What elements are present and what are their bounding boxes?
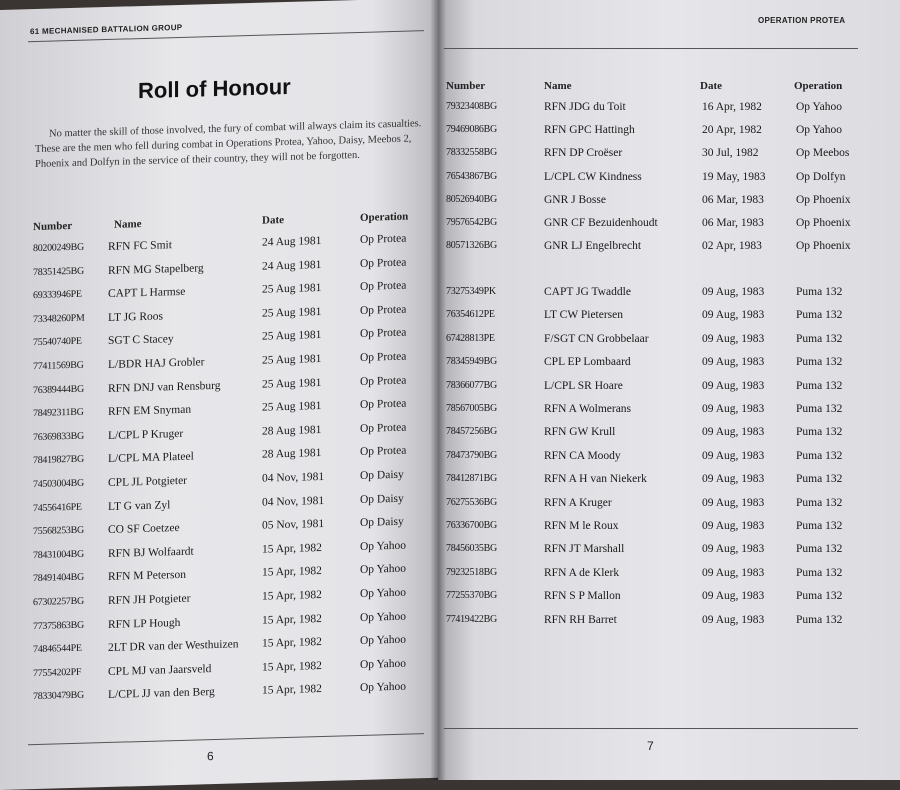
cell-number: 76543867BG bbox=[446, 170, 497, 182]
table-row bbox=[438, 567, 900, 587]
cell-operation: Op Yahoo bbox=[796, 101, 843, 113]
cell-operation: Op Yahoo bbox=[360, 657, 407, 671]
table-row bbox=[438, 356, 900, 376]
cell-number: 80571326BG bbox=[446, 240, 497, 252]
cell-operation: Op Meebos bbox=[796, 147, 850, 160]
cell-name: CAPT JG Twaddle bbox=[544, 286, 631, 298]
cell-number: 73275349PK bbox=[446, 286, 496, 297]
cell-name: RFN M Peterson bbox=[108, 569, 186, 584]
left-page bbox=[0, 0, 438, 790]
cell-number: 77554202PF bbox=[33, 666, 82, 679]
cell-operation: Op Protea bbox=[360, 327, 407, 341]
cell-number: 76389444BG bbox=[33, 383, 84, 396]
cell-operation: Op Daisy bbox=[360, 515, 404, 530]
cell-operation: Puma 132 bbox=[796, 403, 843, 415]
cell-operation: Op Protea bbox=[360, 279, 407, 294]
cell-operation: Puma 132 bbox=[796, 356, 843, 369]
table-row bbox=[438, 240, 900, 260]
cell-number: 69333946PE bbox=[33, 288, 82, 302]
cell-operation: Op Protea bbox=[360, 421, 407, 435]
cell-date: 28 Aug 1981 bbox=[262, 423, 322, 438]
table-row bbox=[438, 520, 900, 540]
table-row bbox=[438, 124, 900, 144]
cell-date: 30 Jul, 1982 bbox=[702, 147, 759, 160]
cell-operation: Op Protea bbox=[360, 350, 407, 364]
cell-number: 78332558BG bbox=[446, 147, 497, 159]
cell-operation: Op Protea bbox=[360, 445, 407, 459]
cell-operation: Op Daisy bbox=[360, 468, 404, 482]
cell-date: 15 Apr, 1982 bbox=[262, 683, 322, 698]
cell-date: 24 Aug 1981 bbox=[262, 258, 322, 273]
cell-operation: Op Yahoo bbox=[360, 610, 407, 624]
cell-number: 78412871BG bbox=[446, 473, 497, 485]
table-row bbox=[438, 473, 900, 493]
cell-operation: Op Protea bbox=[360, 232, 407, 246]
cell-operation: Puma 132 bbox=[796, 473, 843, 486]
cell-date: 09 Aug, 1983 bbox=[702, 309, 765, 322]
cell-date: 15 Apr, 1982 bbox=[262, 659, 322, 674]
cell-date: 09 Aug, 1983 bbox=[702, 520, 765, 532]
cell-date: 04 Nov, 1981 bbox=[262, 470, 325, 485]
cell-name: CPL MJ van Jaarsveld bbox=[108, 662, 212, 678]
cell-operation: Puma 132 bbox=[796, 590, 843, 603]
cell-date: 24 Aug 1981 bbox=[262, 235, 322, 249]
cell-name: CAPT L Harmse bbox=[108, 286, 186, 301]
cell-name: RFN DP Croëser bbox=[544, 147, 623, 160]
table-row bbox=[438, 194, 900, 214]
table-row bbox=[438, 426, 900, 446]
cell-name: RFN EM Snyman bbox=[108, 403, 192, 419]
table-row bbox=[438, 614, 900, 634]
cell-number: 74846544PE bbox=[33, 642, 82, 656]
cell-number: 76275536BG bbox=[446, 496, 497, 508]
cell-date: 09 Aug, 1983 bbox=[702, 286, 765, 298]
cell-date: 09 Aug, 1983 bbox=[702, 356, 765, 369]
cell-name: RFN CA Moody bbox=[544, 449, 621, 462]
cell-operation: Op Yahoo bbox=[360, 539, 407, 553]
footer-rule-left bbox=[28, 733, 424, 745]
cell-number: 75568253BG bbox=[33, 524, 84, 538]
table-row bbox=[438, 333, 900, 353]
cell-date: 09 Aug, 1983 bbox=[702, 403, 765, 415]
cell-operation: Op Dolfyn bbox=[796, 170, 846, 183]
cell-name: L/CPL P Kruger bbox=[108, 427, 184, 442]
cell-name: LT G van Zyl bbox=[108, 498, 171, 513]
cell-operation: Op Protea bbox=[360, 397, 407, 412]
cell-name: RFN LP Hough bbox=[108, 616, 181, 631]
cell-date: 09 Aug, 1983 bbox=[702, 473, 765, 486]
running-header-left: 61 MECHANISED BATTALION GROUP bbox=[30, 22, 183, 37]
cell-operation: Op Phoenix bbox=[796, 240, 851, 253]
col-name-header: Name bbox=[114, 218, 142, 231]
table-row bbox=[438, 450, 900, 470]
col-operation-header: Operation bbox=[360, 210, 409, 224]
cell-number: 78366077BG bbox=[446, 379, 497, 391]
cell-date: 25 Aug 1981 bbox=[262, 376, 322, 391]
cell-operation: Puma 132 bbox=[796, 449, 843, 462]
cell-date: 06 Mar, 1983 bbox=[702, 193, 764, 206]
cell-name: RFN FC Smit bbox=[108, 239, 172, 253]
cell-name: GNR J Bosse bbox=[544, 193, 606, 206]
cell-number: 73348260PM bbox=[33, 312, 85, 325]
cell-number: 79469086BG bbox=[446, 124, 497, 136]
page-number-left: 6 bbox=[207, 749, 214, 764]
cell-number: 78351425BG bbox=[33, 265, 84, 278]
table-row bbox=[438, 543, 900, 563]
cell-operation: Puma 132 bbox=[796, 613, 843, 626]
cell-operation: Puma 132 bbox=[796, 332, 843, 345]
cell-date: 04 Nov, 1981 bbox=[262, 494, 325, 509]
table-row bbox=[438, 497, 900, 517]
cell-operation: Puma 132 bbox=[796, 309, 843, 322]
cell-operation: Puma 132 bbox=[796, 426, 843, 439]
table-row bbox=[438, 590, 900, 610]
page-title: Roll of Honour bbox=[138, 73, 291, 104]
cell-operation: Op Phoenix bbox=[796, 217, 851, 229]
cell-name: RFN S P Mallon bbox=[544, 590, 621, 603]
cell-operation: Op Yahoo bbox=[360, 681, 407, 695]
cell-name: RFN GPC Hattingh bbox=[544, 124, 635, 137]
running-header-right: OPERATION PROTEA bbox=[758, 16, 846, 25]
cell-date: 09 Aug, 1983 bbox=[702, 566, 765, 579]
col-operation-header: Operation bbox=[794, 80, 843, 92]
cell-number: 78492311BG bbox=[33, 406, 84, 420]
cell-name: 2LT DR van der Westhuizen bbox=[108, 638, 239, 655]
cell-name: RFN M le Roux bbox=[544, 520, 619, 532]
cell-number: 77411569BG bbox=[33, 359, 84, 373]
cell-number: 78431004BG bbox=[33, 548, 84, 561]
cell-name: GNR LJ Engelbrecht bbox=[544, 240, 642, 253]
intro-paragraph: No matter the skill of those involved, the fury of combat will always claim its casualties. These are the men who fell during combat in Operations Protea, Yahoo, Daisy, Meebos 2, Phoenix and Dolfyn in the service of their country, they will not be forgotten. bbox=[35, 118, 422, 171]
cell-name: CPL EP Lombaard bbox=[544, 356, 631, 369]
cell-name: RFN RH Barret bbox=[544, 613, 617, 626]
cell-date: 05 Nov, 1981 bbox=[262, 518, 325, 532]
cell-name: L/CPL CW Kindness bbox=[544, 170, 642, 183]
cell-name: L/BDR HAJ Grobler bbox=[108, 356, 205, 371]
cell-number: 80526940BG bbox=[446, 193, 497, 205]
table-row bbox=[438, 217, 900, 237]
table-row bbox=[438, 309, 900, 329]
col-number-header: Number bbox=[33, 219, 73, 234]
cell-name: F/SGT CN Grobbelaar bbox=[544, 332, 649, 345]
cell-date: 20 Apr, 1982 bbox=[702, 124, 762, 137]
cell-name: LT JG Roos bbox=[108, 310, 163, 324]
table-row bbox=[438, 147, 900, 167]
page-number-right: 7 bbox=[647, 739, 654, 753]
cell-date: 09 Aug, 1983 bbox=[702, 543, 765, 556]
cell-number: 78491404BG bbox=[33, 572, 84, 585]
cell-date: 16 Apr, 1982 bbox=[702, 101, 762, 113]
cell-number: 75540740PE bbox=[33, 336, 82, 349]
cell-name: RFN A Wolmerans bbox=[544, 403, 632, 415]
cell-name: RFN JT Marshall bbox=[544, 543, 625, 556]
cell-date: 15 Apr, 1982 bbox=[262, 636, 322, 650]
cell-date: 09 Aug, 1983 bbox=[702, 332, 765, 345]
cell-date: 09 Aug, 1983 bbox=[702, 496, 765, 509]
cell-operation: Op Protea bbox=[360, 374, 407, 388]
cell-number: 78473790BG bbox=[446, 449, 497, 461]
cell-date: 25 Aug 1981 bbox=[262, 329, 322, 344]
col-name-header: Name bbox=[544, 80, 572, 92]
cell-operation: Puma 132 bbox=[796, 566, 843, 579]
cell-number: 76336700BG bbox=[446, 520, 497, 531]
col-date-header: Date bbox=[262, 214, 284, 227]
book-gutter bbox=[430, 0, 446, 780]
cell-number: 74503004BG bbox=[33, 477, 84, 491]
cell-name: RFN MG Stapelberg bbox=[108, 261, 204, 277]
cell-number: 78345949BG bbox=[446, 356, 497, 368]
cell-name: RFN DNJ van Rensburg bbox=[108, 379, 221, 395]
cell-date: 06 Mar, 1983 bbox=[702, 217, 764, 229]
cell-name: L/CPL MA Plateel bbox=[108, 450, 194, 466]
cell-date: 09 Aug, 1983 bbox=[702, 426, 765, 439]
col-date-header: Date bbox=[700, 80, 722, 92]
header-rule-right bbox=[444, 48, 858, 49]
cell-date: 19 May, 1983 bbox=[702, 170, 766, 183]
cell-operation: Puma 132 bbox=[796, 520, 843, 532]
cell-operation: Op Yahoo bbox=[360, 633, 407, 648]
cell-number: 80200249BG bbox=[33, 241, 84, 255]
cell-date: 28 Aug 1981 bbox=[262, 447, 322, 462]
table-row bbox=[438, 403, 900, 423]
col-number-header: Number bbox=[446, 80, 486, 92]
cell-date: 25 Aug 1981 bbox=[262, 353, 322, 367]
cell-operation: Op Yahoo bbox=[796, 124, 843, 137]
cell-name: RFN GW Krull bbox=[544, 426, 616, 439]
cell-name: RFN JDG du Toit bbox=[544, 101, 626, 113]
table-row bbox=[438, 286, 900, 306]
cell-number: 78567005BG bbox=[446, 403, 497, 414]
cell-date: 15 Apr, 1982 bbox=[262, 565, 322, 580]
right-page bbox=[438, 0, 900, 780]
cell-date: 09 Aug, 1983 bbox=[702, 590, 765, 603]
cell-name: LT CW Pietersen bbox=[544, 309, 624, 322]
cell-date: 02 Apr, 1983 bbox=[702, 240, 762, 253]
cell-name: L/CPL JJ van den Berg bbox=[108, 686, 215, 702]
cell-operation: Op Daisy bbox=[360, 492, 404, 506]
cell-name: GNR CF Bezuidenhoudt bbox=[544, 217, 658, 229]
cell-date: 09 Aug, 1983 bbox=[702, 379, 765, 392]
cell-number: 74556416PE bbox=[33, 501, 82, 514]
cell-date: 25 Aug 1981 bbox=[262, 400, 322, 414]
cell-operation: Op Protea bbox=[360, 303, 407, 317]
cell-date: 25 Aug 1981 bbox=[262, 305, 322, 320]
cell-operation: Op Phoenix bbox=[796, 193, 851, 206]
table-row bbox=[438, 101, 900, 121]
cell-number: 79576542BG bbox=[446, 217, 497, 228]
cell-operation: Op Yahoo bbox=[360, 586, 407, 600]
cell-name: RFN A Kruger bbox=[544, 496, 612, 509]
cell-number: 79232518BG bbox=[446, 566, 497, 578]
cell-number: 78419827BG bbox=[33, 454, 84, 467]
cell-number: 76369833BG bbox=[33, 430, 84, 443]
table-row bbox=[438, 171, 900, 191]
cell-operation: Op Protea bbox=[360, 256, 407, 270]
cell-date: 15 Apr, 1982 bbox=[262, 541, 322, 556]
cell-date: 25 Aug 1981 bbox=[262, 282, 322, 296]
cell-name: CPL JL Potgieter bbox=[108, 474, 188, 489]
cell-name: SGT C Stacey bbox=[108, 333, 174, 348]
cell-date: 09 Aug, 1983 bbox=[702, 449, 765, 462]
cell-operation: Puma 132 bbox=[796, 496, 843, 509]
cell-number: 77419422BG bbox=[446, 613, 497, 625]
cell-name: RFN BJ Wolfaardt bbox=[108, 545, 194, 560]
cell-name: RFN A H van Niekerk bbox=[544, 473, 647, 486]
cell-name: RFN JH Potgieter bbox=[108, 592, 191, 607]
cell-date: 15 Apr, 1982 bbox=[262, 589, 322, 603]
cell-date: 15 Apr, 1982 bbox=[262, 612, 322, 627]
cell-date: 09 Aug, 1983 bbox=[702, 613, 765, 626]
cell-number: 79323408BG bbox=[446, 101, 497, 112]
cell-number: 78456035BG bbox=[446, 543, 497, 555]
cell-name: L/CPL SR Hoare bbox=[544, 379, 623, 392]
cell-name: RFN A de Klerk bbox=[544, 566, 620, 579]
cell-name: CO SF Coetzee bbox=[108, 522, 180, 537]
table-row bbox=[438, 380, 900, 400]
cell-operation: Puma 132 bbox=[796, 543, 843, 556]
cell-number: 77255370BG bbox=[446, 590, 497, 602]
cell-number: 78330479BG bbox=[33, 690, 84, 703]
cell-number: 78457256BG bbox=[446, 426, 497, 438]
cell-operation: Op Yahoo bbox=[360, 563, 407, 577]
cell-operation: Puma 132 bbox=[796, 286, 843, 298]
cell-operation: Puma 132 bbox=[796, 379, 843, 392]
cell-number: 76354612PE bbox=[446, 309, 495, 321]
cell-number: 77375863BG bbox=[33, 619, 84, 632]
footer-rule-right bbox=[444, 728, 858, 729]
cell-number: 67302257BG bbox=[33, 595, 84, 609]
cell-number: 67428813PE bbox=[446, 332, 495, 344]
